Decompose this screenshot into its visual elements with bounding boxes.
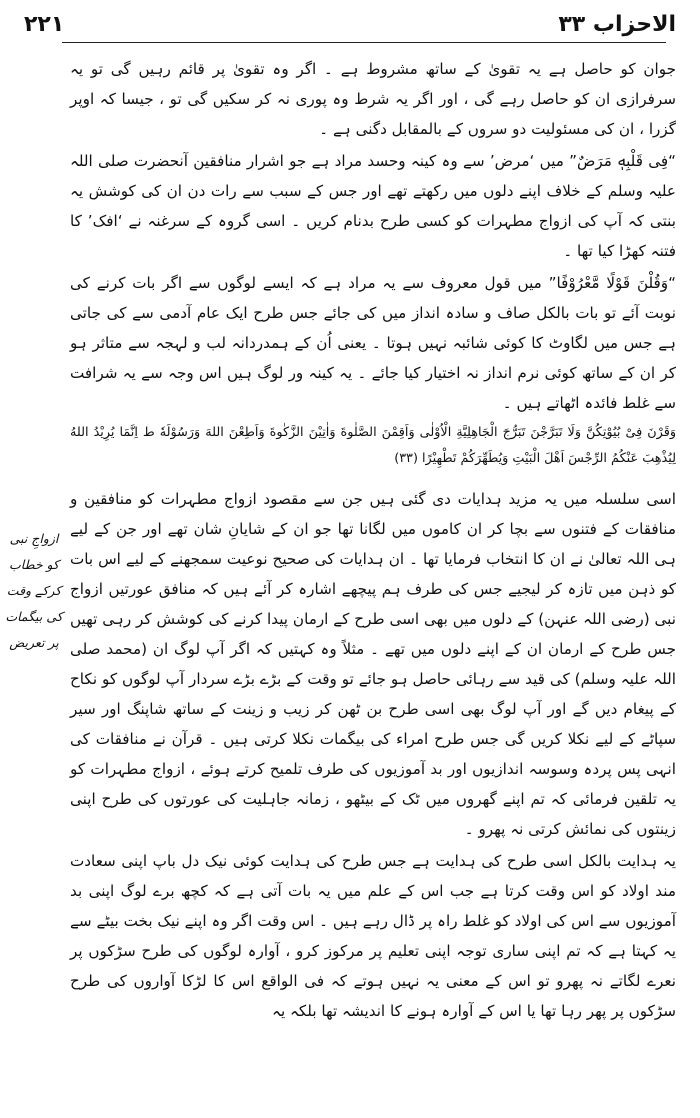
margin-note: ازواجِ نبی کو خطاب کرکے وقت کی بیگمات پر تعریض — [5, 531, 63, 650]
paragraph: “فِی قَلْبِهٖ مَرَضٌ” میں ‘مرض’ سے وہ کینہ وحسد مراد ہے جو اشرار منافقین آنحضرت صلی اللہ علیہ وسلم کے خلاف اپنے دلوں میں رکھتے تھے اور جس کے سبب سے رات دن ان کی کوشش یہ بنتی کہ آپ کی ازواج مطہرات کو کسی طرح بدنام کریں ۔ اسی گروہ کے سرغنہ نے ‘افک’ کا فتنہ کھڑا کیا تھا ۔ — [70, 152, 676, 260]
surah-title: الاحزاب ۳۳ — [558, 11, 676, 37]
quran-verse: وَقَرْنَ فِیْ بُیُوْتِکُنَّ وَلَا تَبَرَّجْنَ تَبَرُّجَ الْجَاهِلِیَّةِ الْاُوْلٰی وَاَقِمْنَ الصَّلٰوةَ وَاٰتِیْنَ الزَّکٰوةَ وَاَطِعْنَ اللهَ وَرَسُوْلَهٗ ط اِنَّمَا یُرِیْدُ اللهُ لِیُذْهِبَ عَنْکُمُ الرِّجْسَ اَهْلَ الْبَیْتِ وَیُطَهِّرَکُمْ تَطْهِیْرًا (۳۳) — [70, 425, 676, 466]
paragraph: یہ ہدایت بالکل اسی طرح کی ہدایت ہے جس طرح کی ہدایت کوئی نیک دل باپ اپنی سعادت مند اولاد کو اس وقت کرتا ہے جب اس کے علم میں یہ بات آتی ہے کہ کچھ برے لوگ اپنی بد آموزیوں سے اس کی اولاد کو غلط راہ پر ڈال رہے ہیں ۔ اس وقت اگر وہ اپنے نیک بخت بیٹے سے یہ کہتا ہے کہ تم اپنی ساری توجہ اپنی تعلیم پر مرکوز کرو ، آوارہ لوگوں کی طرح سڑکوں پر نعرے لگاتے نہ پھرو تو اس کے معنی یہ نہیں ہوتے کہ فی الواقع اس کا لڑکا آواروں کی طرح سڑکوں پر پھر رہا تھا یا اس کے آوارہ ہونے کا اندیشہ تھا بلکہ یہ — [70, 852, 676, 1020]
commentary-body — [70, 54, 676, 1110]
paragraph: اسی سلسلہ میں یہ مزید ہدایات دی گئی ہیں جن سے مقصود ازواج مطہرات کو منافقین و منافقات کے فتنوں سے بچا کر ان کاموں میں لگانا تھا جو ان کے شایانِ شان تھے اور جن کے لیے ہی اللہ تعالیٰ نے ان کا انتخاب فرمایا تھا ۔ ان ہدایات کی صحیح نوعیت سمجھنے کے لیے اس بات کو ذہن میں تازہ کر لیجیے جس کی طرف ہم پیچھے اشارہ کر آئے ہیں کہ منافق عورتیں ازواج نبی (رضی اللہ عنہن) کے دلوں میں بھی اسی طرح کے ارمان پیدا کرنے کی کوشش کر رہی تھیں جس طرح کے ارمان ان کے اپنے دلوں میں تھے ۔ مثلاً وہ کہتیں کہ اگر آپ لوگ ان (محمد صلی اللہ علیہ وسلم) کی قید سے رہائی حاصل ہو جائے تو وقت کے بڑے بڑے سردار آپ لوگوں کو نکاح کے پیغام دیں گے اور آپ لوگ بھی اسی طرح بن ٹھن کر زیب و زینت کے ساتھ شاپنگ اور سیر سپاٹے کے لیے نکلا کریں گی جس طرح امراء کی بیگمات نکلا کرتی ہیں ۔ قرآن نے منافقات کی انہی پس پردہ وسوسہ اندازیوں اور بد آموزیوں کی طرف تلمیح کرتے ہوئے ، ازواج مطہرات کو یہ تلقین فرمائی کہ تم اپنے گھروں میں ٹک کے بیٹھو ، زمانہ جاہلیت کی عورتوں کی طرح اپنی زینتوں کی نمائش کرتی نہ پھرو ۔ — [70, 490, 676, 838]
paragraph: “وَقُلْنَ قَوْلًا مَّعْرُوْفًا” میں قول معروف سے یہ مراد ہے کہ ایسے لوگوں سے اگر بات کرنے کی نوبت آئے تو بات بالکل صاف و سادہ انداز میں کی جائے جس طرح ایک عام آدمی سے کی جاتی ہے جس میں لگاوٹ کا کوئی شائبہ نہیں ہوتا ۔ یعنی اُن کے ہمدردانہ لب و لہجہ سے متاثر ہو کر ان کے ساتھ کوئی نرم انداز نہ اختیار کیا جائے ۔ یہ کینہ ور لوگ ہیں اس وجہ سے یہ شرافت سے غلط فائدہ اٹھاتے ہیں ۔ — [70, 274, 676, 412]
page-number: ۲۲۱ — [24, 11, 65, 37]
header-rule — [62, 42, 666, 43]
paragraph: جوان کو حاصل ہے یہ تقویٰ کے ساتھ مشروط ہے ۔ اگر وہ تقویٰ پر قائم رہیں گی تو یہ سرفرازی ان کو حاصل رہے گی ، اور اگر یہ شرط وہ پوری نہ کر سکیں گی تو ، جیسا کہ اوپر گزرا ، ان کی مسئولیت دو سروں کے بالمقابل دگنی ہے ۔ — [70, 60, 676, 138]
page-header — [24, 8, 676, 40]
spacer — [70, 474, 676, 484]
